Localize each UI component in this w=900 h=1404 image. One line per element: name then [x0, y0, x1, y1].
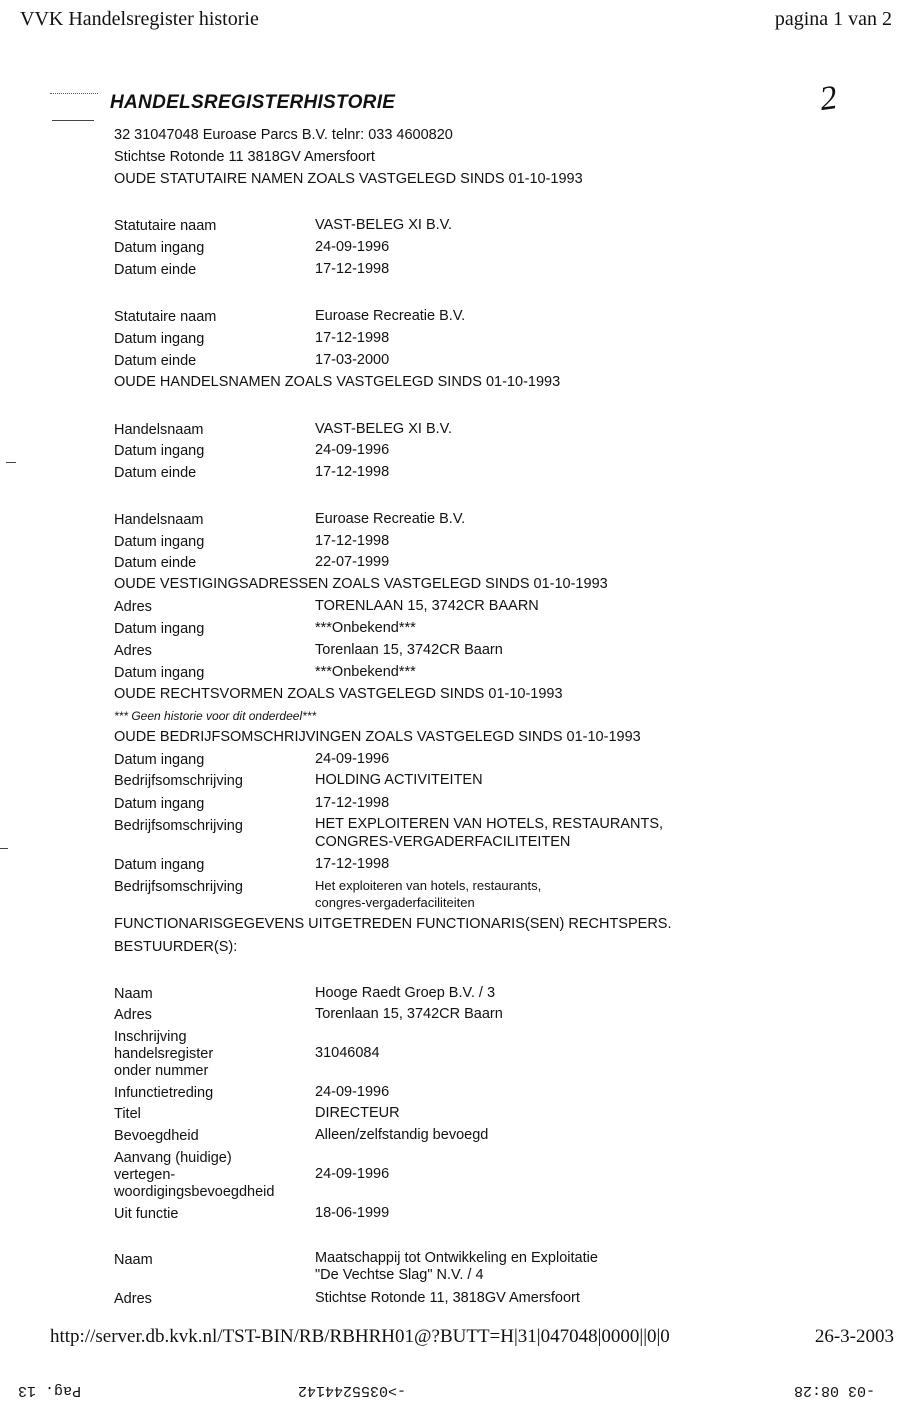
- field-label: Inschrijving: [114, 1029, 187, 1045]
- field-label: Datum einde: [114, 555, 197, 571]
- field-value: 24-09-1996: [315, 239, 390, 255]
- field-value: 18-06-1999: [315, 1205, 390, 1221]
- field-label: Datum ingang: [114, 240, 205, 256]
- field-value: Alleen/zelfstandig bevoegd: [315, 1127, 489, 1143]
- field-value: Het exploiteren van hotels, restaurants,: [315, 878, 542, 893]
- field-label: Datum ingang: [114, 534, 205, 550]
- field-label: Datum ingang: [114, 665, 205, 681]
- field-label: Handelsnaam: [114, 512, 204, 528]
- field-label: Adres: [114, 599, 152, 615]
- field-value: Hooge Raedt Groep B.V. / 3: [315, 985, 496, 1001]
- field-value: "De Vechtse Slag" N.V. / 4: [315, 1267, 484, 1283]
- field-value: Torenlaan 15, 3742CR Baarn: [315, 1006, 503, 1022]
- field-label: Adres: [114, 1007, 152, 1023]
- field-value: Torenlaan 15, 3742CR Baarn: [315, 642, 503, 658]
- section-header-vestiging: OUDE VESTIGINGSADRESSEN ZOALS VASTGELEGD SINDS 01-10-1993: [114, 576, 608, 592]
- section-header-bedrijf: OUDE BEDRIJFSOMSCHRIJVINGEN ZOALS VASTGELEGD SINDS 01-10-1993: [114, 729, 641, 745]
- field-label: onder nummer: [114, 1063, 209, 1079]
- section-header-rechtsvormen: OUDE RECHTSVORMEN ZOALS VASTGELEGD SINDS 01-10-1993: [114, 686, 563, 702]
- scan-dash: [50, 93, 98, 95]
- page-header-title: VVK Handelsregister historie: [20, 8, 259, 30]
- field-label: Titel: [114, 1106, 141, 1122]
- field-value: 24-09-1996: [315, 1084, 390, 1100]
- field-value: congres-vergaderfaciliteiten: [315, 895, 475, 910]
- field-value: 17-12-1998: [315, 795, 390, 811]
- field-value: TORENLAAN 15, 3742CR BAARN: [315, 598, 539, 614]
- field-value: VAST-BELEG XI B.V.: [315, 217, 453, 233]
- company-line-2: Stichtse Rotonde 11 3818GV Amersfoort: [114, 149, 375, 165]
- section-header-statutaire: OUDE STATUTAIRE NAMEN ZOALS VASTGELEGD SINDS 01-10-1993: [114, 171, 583, 187]
- field-label: Datum ingang: [114, 752, 205, 768]
- field-label: Naam: [114, 1252, 153, 1268]
- field-label: Handelsnaam: [114, 422, 204, 438]
- field-value: 17-12-1998: [315, 261, 390, 277]
- section-header-handelsnamen: OUDE HANDELSNAMEN ZOALS VASTGELEGD SINDS 01-10-1993: [114, 374, 561, 390]
- field-label: Datum ingang: [114, 443, 205, 459]
- page-header-pagination: pagina 1 van 2: [774, 8, 892, 30]
- field-label: Statutaire naam: [114, 309, 217, 325]
- field-value: 22-07-1999: [315, 554, 390, 570]
- field-label: Bedrijfsomschrijving: [114, 879, 243, 895]
- scan-dash: [52, 120, 94, 121]
- field-label: Datum einde: [114, 465, 197, 481]
- field-label: Datum einde: [114, 353, 197, 369]
- fax-page-number: Pag. 13: [18, 1382, 82, 1399]
- field-label: Datum ingang: [114, 621, 205, 637]
- fax-time: -03 08:28: [794, 1382, 876, 1399]
- field-label: Adres: [114, 643, 152, 659]
- field-value: 24-09-1996: [315, 751, 390, 767]
- field-value: ***Onbekend***: [315, 664, 416, 680]
- handwritten-mark: 2: [817, 79, 840, 119]
- section-header-functionaris: FUNCTIONARISGEGEVENS UITGETREDEN FUNCTIONARIS(SEN) RECHTSPERS.: [114, 916, 672, 932]
- scan-dash: [0, 848, 8, 849]
- field-value: ***Onbekend***: [315, 620, 416, 636]
- field-label: Datum einde: [114, 262, 197, 278]
- field-label: Datum ingang: [114, 857, 205, 873]
- field-value: DIRECTEUR: [315, 1105, 400, 1121]
- field-value: 17-12-1998: [315, 464, 390, 480]
- document-title: HANDELSREGISTERHISTORIE: [110, 92, 396, 113]
- field-label: woordigingsbevoegdheid: [114, 1184, 275, 1200]
- field-label: Bedrijfsomschrijving: [114, 818, 243, 834]
- company-line-1: 32 31047048 Euroase Parcs B.V. telnr: 033 4600820: [114, 127, 453, 143]
- footer-url: http://server.db.kvk.nl/TST-BIN/RB/RBHRH01@?BUTT=H|31|047048|0000||0|0: [50, 1326, 670, 1347]
- field-value: Maatschappij tot Ontwikkeling en Exploitatie: [315, 1250, 598, 1266]
- field-value: 17-03-2000: [315, 352, 390, 368]
- section-header-bestuurders: BESTUURDER(S):: [114, 939, 238, 955]
- field-value: 17-12-1998: [315, 533, 390, 549]
- field-label: Bedrijfsomschrijving: [114, 773, 243, 789]
- rechtsvormen-note: *** Geen historie voor dit onderdeel***: [114, 709, 317, 723]
- field-label: Adres: [114, 1291, 152, 1307]
- fax-number: ->0355244142: [298, 1382, 407, 1399]
- field-value: 24-09-1996: [315, 1166, 390, 1182]
- field-value: HOLDING ACTIVITEITEN: [315, 772, 483, 788]
- field-value: Euroase Recreatie B.V.: [315, 308, 466, 324]
- field-label: Aanvang (huidige): [114, 1150, 232, 1166]
- field-label: Uit functie: [114, 1206, 179, 1222]
- field-label: Bevoegdheid: [114, 1128, 199, 1144]
- field-value: VAST-BELEG XI B.V.: [315, 421, 453, 437]
- field-value: 31046084: [315, 1045, 380, 1061]
- field-label: Datum ingang: [114, 796, 205, 812]
- field-value: Stichtse Rotonde 11, 3818GV Amersfoort: [315, 1290, 580, 1306]
- field-label: Datum ingang: [114, 331, 205, 347]
- field-label: Statutaire naam: [114, 218, 217, 234]
- field-label: handelsregister: [114, 1046, 214, 1062]
- scan-dash: [6, 462, 16, 463]
- field-label: Naam: [114, 986, 153, 1002]
- footer-date: 26-3-2003: [814, 1326, 894, 1347]
- field-value: 17-12-1998: [315, 330, 390, 346]
- field-value: Euroase Recreatie B.V.: [315, 511, 466, 527]
- field-value: 24-09-1996: [315, 442, 390, 458]
- field-value: 17-12-1998: [315, 856, 390, 872]
- field-value: HET EXPLOITEREN VAN HOTELS, RESTAURANTS,: [315, 816, 664, 832]
- field-label: Infunctietreding: [114, 1085, 214, 1101]
- field-label: vertegen-: [114, 1167, 176, 1183]
- field-value: CONGRES-VERGADERFACILITEITEN: [315, 834, 571, 850]
